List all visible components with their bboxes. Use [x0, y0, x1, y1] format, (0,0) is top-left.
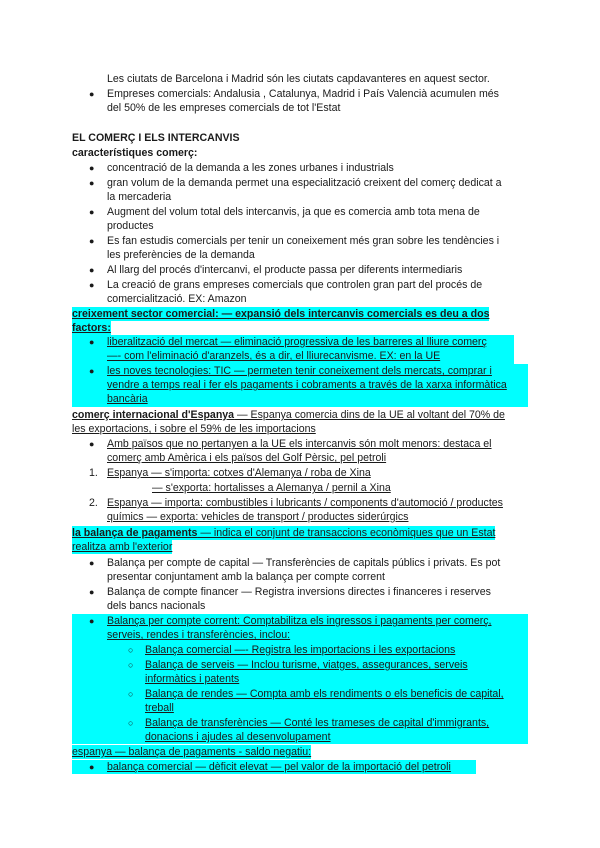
- intl-text: — Espanya comercia dins de la UE al voltant del 70% de: [234, 409, 505, 421]
- list-item-cont: vendre a temps real i fer els pagaments i cobraments a través de la xarxa informàtica: [107, 379, 507, 391]
- bullet-icon: ●: [89, 280, 95, 290]
- sub-list-item-cont: donacions i ajudes al desenvolupament: [145, 731, 331, 743]
- list-item-cont: bancària: [107, 393, 148, 405]
- list-item: gran volum de la demanda permet una especialització creixent del comerç dedicat a: [107, 177, 502, 189]
- intro-line-3: del 50% de les empreses comercials de tot l'Estat: [107, 102, 341, 114]
- list-item: La creació de grans empreses comercials que controlen gran part del procés de: [107, 279, 483, 291]
- numbered-item-cont: químics — exporta: vehicles de transport / productes siderúrgics: [107, 511, 409, 523]
- list-item: les noves tecnologies: TIC — permeten tenir coneixement dels mercats, comprar i: [107, 365, 492, 377]
- intl-line-2: les exportacions, i sobre el 59% de les importacions: [72, 423, 316, 435]
- list-item: Balança de compte financer — Registra inversions directes i financeres i reserves: [107, 586, 491, 598]
- bullet-icon: ●: [89, 236, 95, 246]
- circle-bullet-icon: ○: [128, 660, 134, 670]
- sub-list-item: Balança de rendes — Compta amb els rendiments o els beneficis de capital,: [145, 688, 504, 700]
- sub-list-item: Balança comercial —- Registra les importacions i les exportacions: [145, 644, 456, 656]
- bullet-icon: ●: [89, 366, 95, 376]
- section-heading-commerce: EL COMERÇ I ELS INTERCANVIS: [72, 132, 240, 144]
- list-item-cont: presentar conjuntament amb la balança per compte corrent: [107, 571, 385, 583]
- sub-list-item: Balança de serveis — Inclou turisme, viatges, assegurances, serveis: [145, 659, 468, 671]
- list-item: Es fan estudis comercials per tenir un coneixement més gran sobre les tendències i: [107, 235, 500, 247]
- list-number: 2.: [89, 497, 98, 509]
- numbered-item: Espanya — importa: combustibles i lubricants / components d'automoció / productes: [107, 497, 503, 509]
- intro-line-1: Les ciutats de Barcelona i Madrid són les ciutats capdavanteres en aquest sector.: [107, 73, 490, 85]
- list-item-cont: les preferències de la demanda: [107, 249, 255, 261]
- bullet-icon: ●: [89, 89, 95, 99]
- list-item: Augment del volum total dels intercanvis, ja que es comercia amb tota mena de: [107, 206, 480, 218]
- list-item-cont: serveis, rendes i transferències, inclou:: [107, 629, 291, 641]
- bullet-icon: ●: [89, 616, 95, 626]
- list-number: 1.: [89, 467, 98, 479]
- bullet-icon: ●: [89, 439, 95, 449]
- bullet-icon: ●: [89, 558, 95, 568]
- numbered-item: Espanya — s'importa: cotxes d'Alemanya / roba de Xina: [107, 467, 371, 479]
- list-item-cont: dels bancs nacionals: [107, 600, 206, 612]
- spain-heading: espanya — balança de pagaments - saldo negatiu:: [72, 746, 312, 758]
- sub-list-item-cont: informàtics i patents: [145, 673, 240, 685]
- circle-bullet-icon: ○: [128, 718, 134, 728]
- list-item-cont: productes: [107, 220, 154, 232]
- bullet-icon: ●: [89, 337, 95, 347]
- list-item: Al llarg del procés d'intercanvi, el producte passa per diferents intermediaris: [107, 264, 463, 276]
- numbered-item-cont: — s'exporta: hortalisses a Alemanya / pernil a Xina: [152, 482, 391, 494]
- bullet-icon: ●: [89, 178, 95, 188]
- intl-label: comerç internacional d'Espanya: [72, 409, 235, 421]
- list-item-cont: comerç amb Amèrica i els països del Golf Pèrsic, pel petroli: [107, 452, 387, 464]
- balance-line-2: realitza amb l'exterior: [72, 541, 173, 553]
- sub-list-item: Balança de transferències — Conté les trameses de capital d'immigrants,: [145, 717, 490, 729]
- bullet-icon: ●: [89, 265, 95, 275]
- list-item: Balança per compte de capital — Transferències de capitals públics i privats. Es pot: [107, 557, 501, 569]
- bullet-icon: ●: [89, 587, 95, 597]
- bullet-icon: ●: [89, 207, 95, 217]
- list-item: liberalització del mercat — eliminació progressiva de les barreres al lliure comerç: [107, 336, 487, 348]
- circle-bullet-icon: ○: [128, 645, 134, 655]
- balance-label: la balança de pagaments: [72, 527, 198, 539]
- intro-line-2: Empreses comercials: Andalusia , Catalunya, Madrid i País Valencià acumulen més: [107, 88, 499, 100]
- list-item-cont: —- com l'eliminació d'aranzels, és a dir, el lliurecanvisme. EX: en la UE: [107, 350, 441, 362]
- list-item: balança comercial — dèficit elevat — pel valor de la importació del petroli: [107, 761, 451, 773]
- list-item: Balança per compte corrent: Comptabilitza els ingressos i pagaments per comerç,: [107, 615, 492, 627]
- circle-bullet-icon: ○: [128, 689, 134, 699]
- sub-list-item-cont: treball: [145, 702, 174, 714]
- bullet-icon: ●: [89, 762, 95, 772]
- list-item: concentració de la demanda a les zones urbanes i industrials: [107, 162, 394, 174]
- growth-heading: creixement sector comercial: — expansió dels intercanvis comercials es deu a dos: [72, 308, 490, 320]
- commerce-subheading: característiques comerç:: [72, 147, 198, 159]
- list-item-cont: comercialització. EX: Amazon: [107, 293, 247, 305]
- balance-text: — indica el conjunt de transaccions econòmiques que un Estat: [197, 527, 496, 539]
- balance-line-1: [72, 526, 495, 540]
- intl-line-1: [72, 408, 505, 422]
- list-item: Amb països que no pertanyen a la UE els intercanvis són molt menors: destaca el: [107, 438, 492, 450]
- growth-heading-cont: factors:: [72, 322, 111, 334]
- bullet-icon: ●: [89, 163, 95, 173]
- list-item-cont: la mercaderia: [107, 191, 172, 203]
